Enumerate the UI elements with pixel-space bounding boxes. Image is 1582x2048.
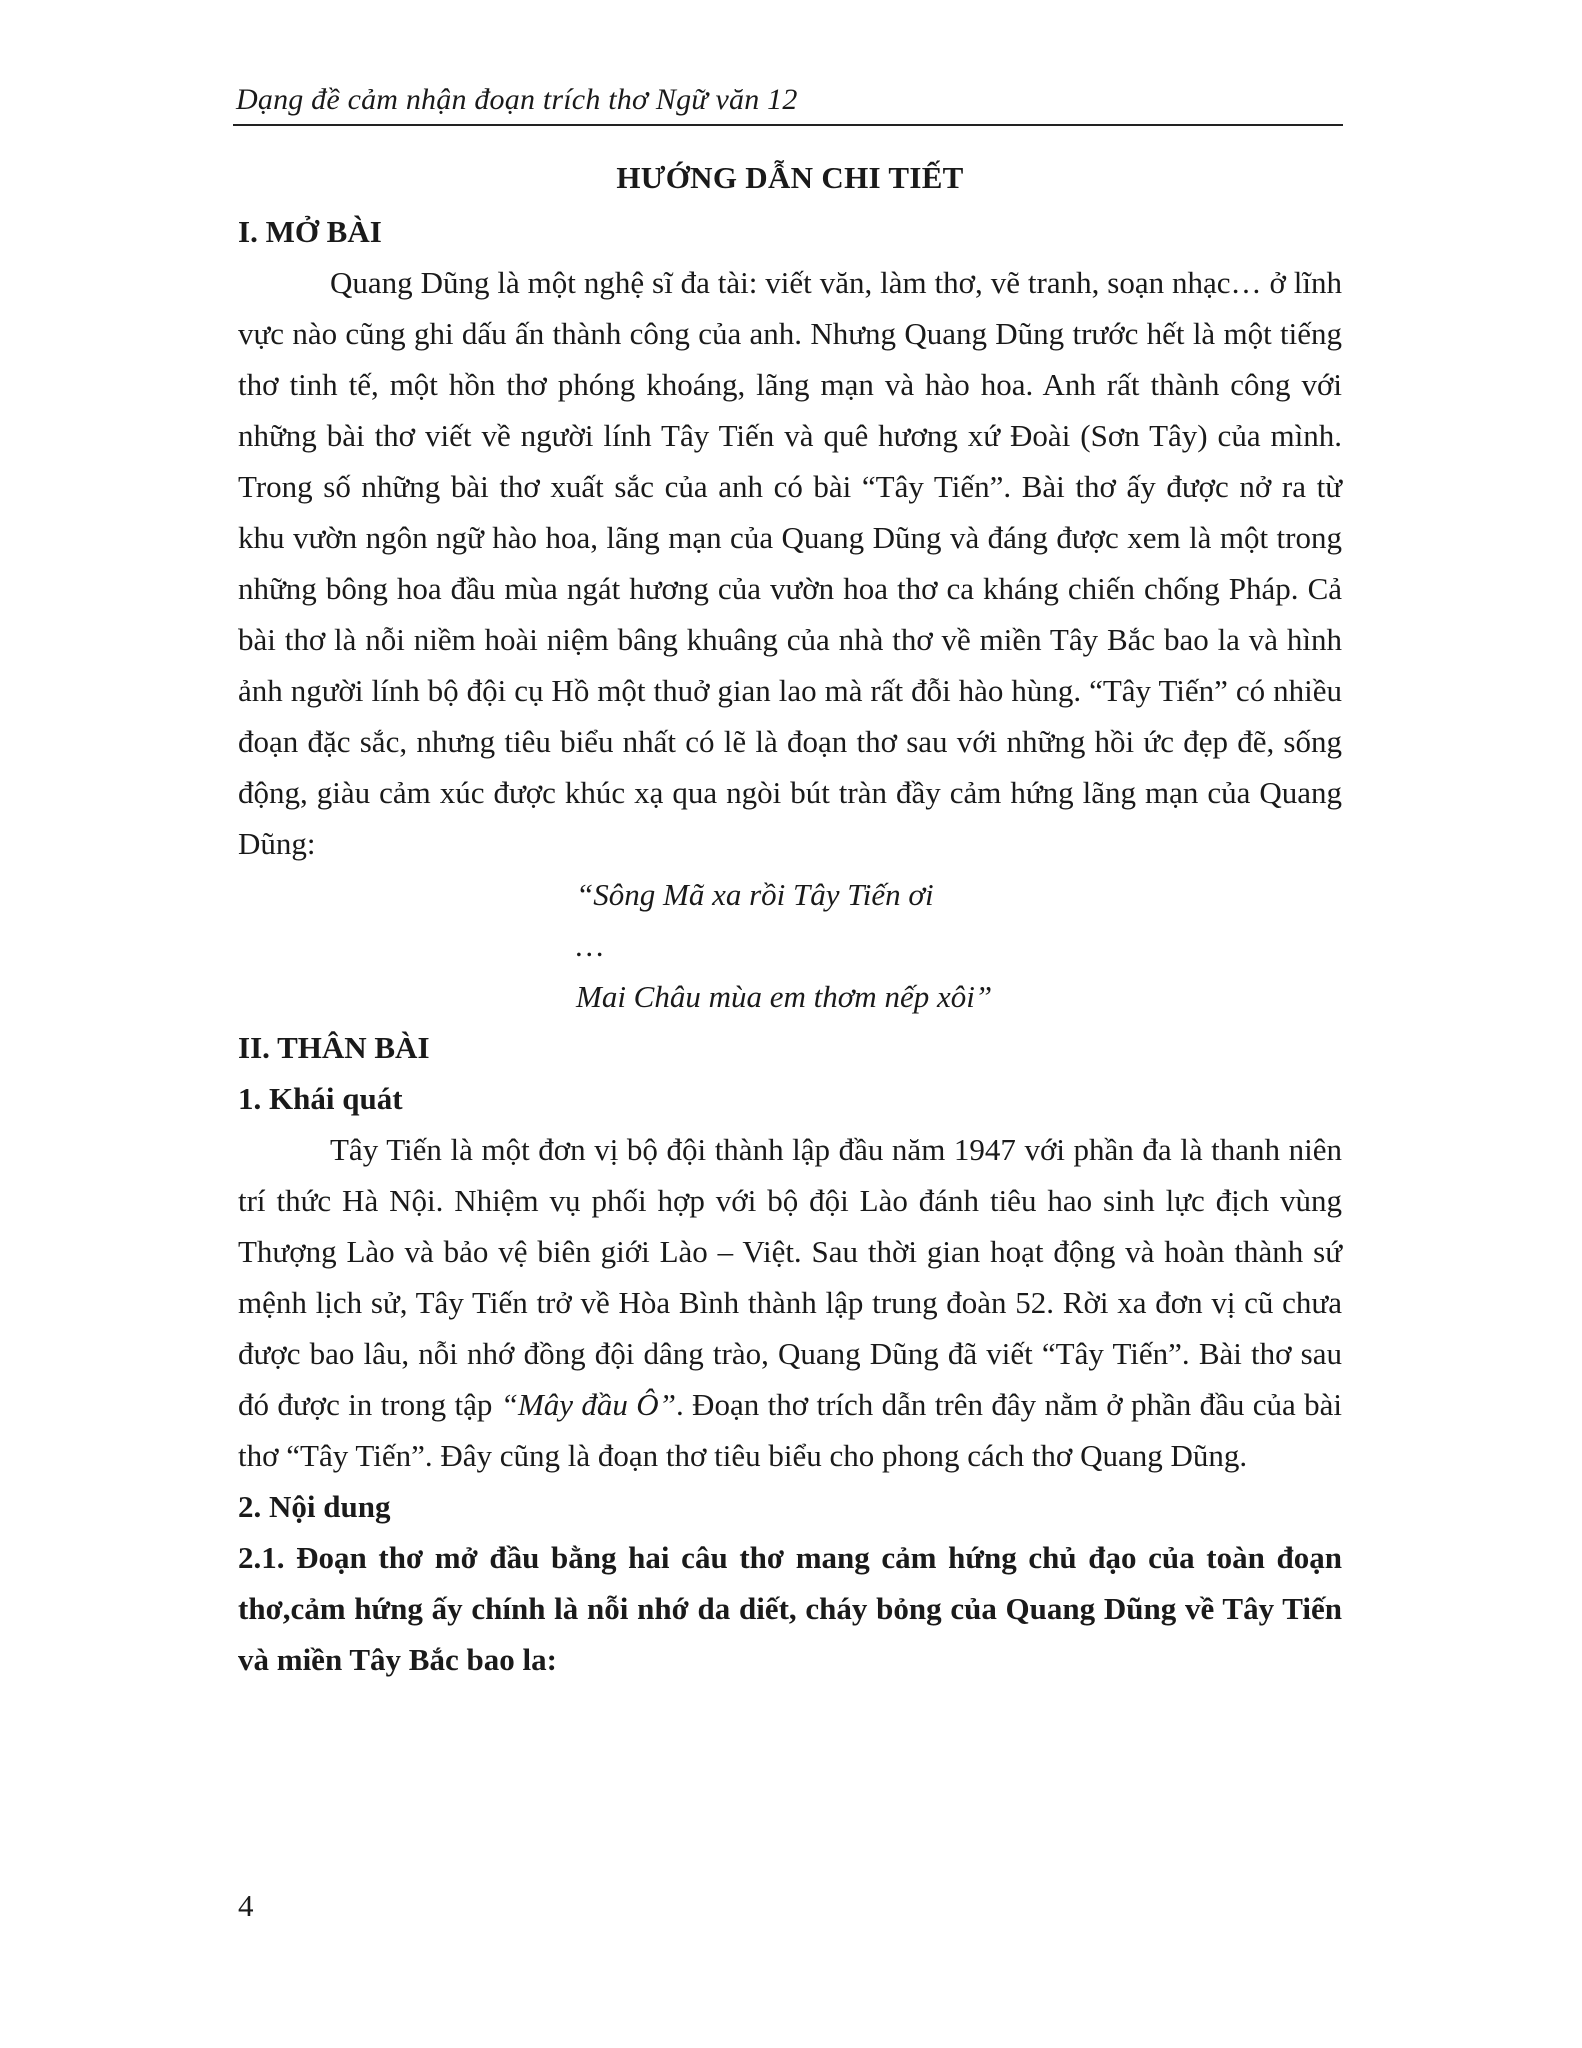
section-heading-body: II. THÂN BÀI	[238, 1030, 430, 1065]
poem-excerpt	[238, 869, 1342, 1022]
page-body	[238, 152, 1342, 1685]
collection-title: “Mây đầu Ô”	[500, 1387, 676, 1422]
document-title: HƯỚNG DẪN CHI TIẾT	[616, 160, 964, 195]
subsection-heading-content: 2. Nội dung	[238, 1489, 391, 1524]
overview-text-part2: . Đoạn thơ trích dẫn trên đây nằm ở phần đầu của bài thơ “Tây Tiến”. Đây cũng là đoạn thơ tiêu biểu cho phong cách thơ Quang Dũng.	[238, 1387, 1342, 1473]
poem-line-last: Mai Châu mùa em thơm nếp xôi”	[576, 979, 993, 1014]
page-number: 4	[238, 1888, 254, 1923]
header-divider	[233, 124, 1343, 126]
content-point-2-1: 2.1. Đoạn thơ mở đầu bằng hai câu thơ mang cảm hứng chủ đạo của toàn đoạn thơ,cảm hứng ấy chính là nỗi nhớ da diết, cháy bỏng của Quang Dũng về Tây Tiến và miền Tây Bắc bao la:	[238, 1540, 1342, 1677]
poem-ellipsis: …	[576, 928, 604, 963]
overview-paragraph	[238, 1124, 1342, 1481]
running-header: Dạng đề cảm nhận đoạn trích thơ Ngữ văn 12	[236, 83, 798, 116]
section-heading-introduction: I. MỞ BÀI	[238, 214, 382, 249]
introduction-paragraph: Quang Dũng là một nghệ sĩ đa tài: viết văn, làm thơ, vẽ tranh, soạn nhạc… ở lĩnh vực nào cũng ghi dấu ấn thành công của anh. Nhưng Quang Dũng trước hết là một tiếng thơ tinh tế, một hồn thơ phóng khoáng, lãng mạn và hào hoa. Anh rất thành công với những bài thơ viết về người lính Tây Tiến và quê hương xứ Đoài (Sơn Tây) của mình. Trong số những bài thơ xuất sắc của anh có bài “Tây Tiến”. Bài thơ ấy được nở ra từ khu vườn ngôn ngữ hào hoa, lãng mạn của Quang Dũng và đáng được xem là một trong những bông hoa đầu mùa ngát hương của vườn hoa thơ ca kháng chiến chống Pháp. Cả bài thơ là nỗi niềm hoài niệm bâng khuâng của nhà thơ về miền Tây Bắc bao la và hình ảnh người lính bộ đội cụ Hồ một thuở gian lao mà rất đỗi hào hùng. “Tây Tiến” có nhiều đoạn đặc sắc, nhưng tiêu biểu nhất có lẽ là đoạn thơ sau với những hồi ức đẹp đẽ, sống động, giàu cảm xúc được khúc xạ qua ngòi bút tràn đầy cảm hứng lãng mạn của Quang Dũng:	[238, 265, 1342, 861]
subsection-heading-overview: 1. Khái quát	[238, 1081, 403, 1116]
poem-line-first: “Sông Mã xa rồi Tây Tiến ơi	[576, 877, 934, 912]
overview-text-part1: Tây Tiến là một đơn vị bộ đội thành lập đầu năm 1947 với phần đa là thanh niên trí thức Hà Nội. Nhiệm vụ phối hợp với bộ đội Lào đánh tiêu hao sinh lực địch vùng Thượng Lào và bảo vệ biên giới Lào – Việt. Sau thời gian hoạt động và hoàn thành sứ mệnh lịch sử, Tây Tiến trở về Hòa Bình thành lập trung đoàn 52. Rời xa đơn vị cũ chưa được bao lâu, nỗi nhớ đồng đội dâng trào, Quang Dũng đã viết “Tây Tiến”. Bài thơ sau đó được in trong tập	[238, 1132, 1342, 1422]
